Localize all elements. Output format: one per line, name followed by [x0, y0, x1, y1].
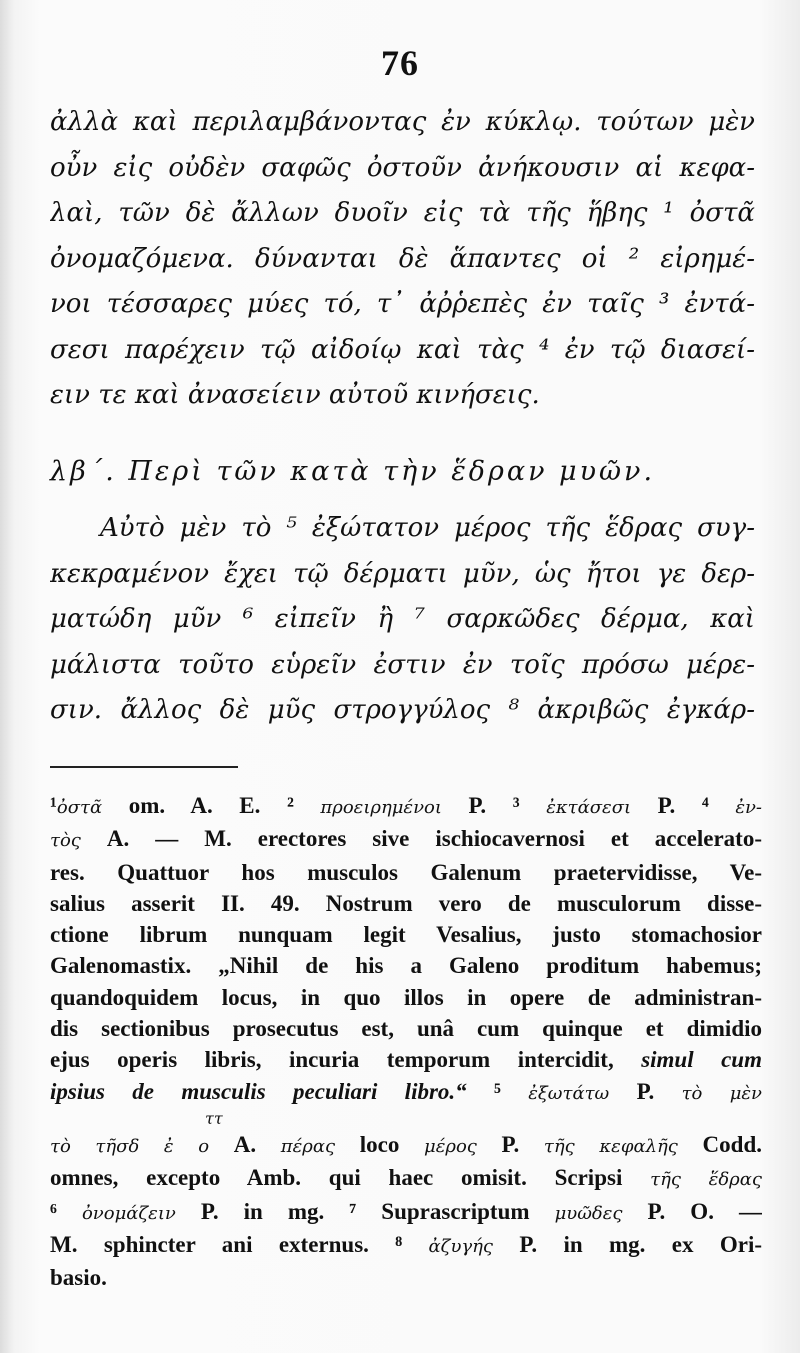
footnote-line: ⁶ ὀνομάζειν P. in mg. ⁷ Suprascriptum μυῶδες P. O. — [50, 1198, 762, 1224]
footnote-interlinear: ττ [205, 1108, 223, 1128]
footnote-line: ctione librum nunquam legit Vesalius, justo stomachosior [50, 922, 762, 948]
footnote-separator [50, 766, 238, 768]
section-heading: λβ΄. Περὶ τῶν κατὰ τὴν ἕδραν μυῶν. [50, 455, 656, 487]
text-line: ἀλλὰ καὶ περιλαμβάνοντας ἐν κύκλῳ. τούτων μὲν [50, 107, 755, 137]
footnote-line: basio. [50, 1265, 107, 1291]
footnote-line: quandoquidem locus, in quo illos in opere de administran- [50, 984, 762, 1010]
footnote-line: τὸ τῆσδ ἐ ο A. πέρας loco μέρος P. τῆς κεφαλῆς Codd. [50, 1131, 762, 1157]
text-line: ὀνομαζόμενα. δύνανται δὲ ἅπαντες οἱ ² εἰρημέ- [50, 243, 755, 274]
page-number: 76 [381, 43, 419, 83]
text-line: μάλιστα τοῦτο εὑρεῖν ἐστιν ἐν τοῖς πρόσω μέρε- [50, 649, 755, 680]
text-line: οὖν εἰς οὐδὲν σαφῶς ὀστοῦν ἀνήκουσιν αἱ κεφα- [50, 152, 755, 183]
footnote-line: res. Quattuor hos musculos Galenum praetervidisse, Ve- [50, 859, 762, 885]
text-line: νοι τέσσαρες μύες τό, τ᾽ ἀῤῥεπὲς ἐν ταῖς ³ ἐντά- [50, 289, 755, 319]
footnote-line: τὸς A. — M. erectores sive ischiocavernosi et accelerato- [50, 826, 762, 852]
footnote-line: dis sectionibus prosecutus est, unâ cum quinque et dimidio [50, 1016, 762, 1042]
text-line: ειν τε καὶ ἀνασείειν αὐτοῦ κινήσεις. [50, 380, 540, 410]
footnote-line: ¹ὀστᾶ om. A. E. ² προειρημένοι P. ³ ἐκτάσεσι P. ⁴ ἐν- [50, 793, 762, 818]
footnote-line: salius asserit II. 49. Nostrum vero de musculorum disse- [50, 890, 762, 916]
footnotes [50, 790, 762, 1293]
text-line: σεσι παρέχειν τῷ αἰδοίῳ καὶ τὰς ⁴ ἐν τῷ διασεί- [50, 334, 755, 365]
footnote-line: omnes, excepto Amb. qui haec omisit. Scripsi τῆς ἕδρας [50, 1165, 762, 1191]
main-text [50, 100, 755, 734]
text-line: κεκραμένον ἔχει τῷ δέρματι μῦν, ὡς ἤτοι γε δερ- [50, 558, 755, 589]
footnote-line: M. sphincter ani externus. ⁸ ἀζυγής P. in mg. ex Ori- [50, 1231, 762, 1257]
text-line: Αὐτὸ μὲν τὸ ⁵ ἐξώτατον μέρος τῆς ἕδρας συγ- [100, 513, 755, 543]
text-line: σιν. ἄλλος δὲ μῦς στρογγύλος ⁸ ἀκριβῶς ἐγκάρ- [50, 695, 755, 725]
text-line: λαὶ, τῶν δὲ ἄλλων δυοῖν εἰς τὰ τῆς ἥβης ¹ ὀστᾶ [50, 198, 755, 228]
text-line: ματώδη μῦν ⁶ εἰπεῖν ἢ ⁷ σαρκῶδες δέρμα, καὶ [50, 604, 755, 634]
footnote-line: ejus operis libris, incuria temporum intercidit, simul cum [50, 1047, 762, 1073]
footnote-line: ipsius de musculis peculiari libro.“ ⁵ ἐξωτάτω P. τὸ μὲν [50, 1078, 762, 1104]
footnote-line: Galenomastix. „Nihil de his a Galeno proditum habemus; [50, 953, 762, 979]
